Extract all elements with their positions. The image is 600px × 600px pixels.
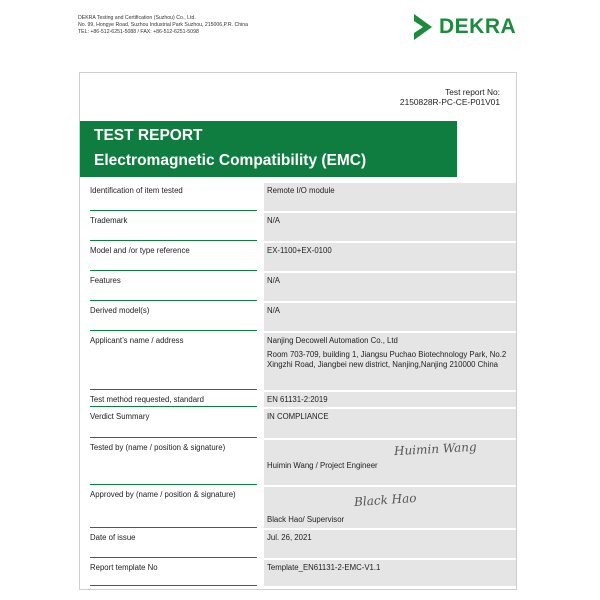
row-label: Model and /or type reference	[90, 243, 257, 271]
tested-by-name: Huimin Wang / Project Engineer	[267, 461, 378, 470]
report-subtitle: Electromagnetic Compatibility (EMC)	[94, 152, 367, 169]
tested-by-signature: Huimin Wang	[393, 439, 477, 459]
row-value: IN COMPLIANCE	[264, 409, 516, 438]
row-value: EX-1100+EX-0100	[264, 243, 516, 271]
report-title: TEST REPORT	[94, 127, 203, 144]
applicant-address: Room 703-709, building 1, Jiangsu Puchao Biotechnology Park, No.2 Xingzhi Road, Jiangbei new district, Nanjing,Nanjing 210000 China	[267, 350, 507, 369]
company-address-block	[78, 15, 248, 36]
report-number: 2150828R-PC-CE-P01V01	[399, 97, 500, 107]
row-label: Tested by (name / position & signature)	[90, 440, 257, 485]
dekra-logo-mark-icon	[412, 14, 434, 40]
dekra-logo	[412, 14, 516, 40]
row-label: Features	[90, 273, 257, 301]
approved-by-signature: Black Hao	[353, 490, 417, 510]
report-number-block	[400, 87, 500, 107]
row-label: Trademark	[90, 213, 257, 241]
row-value	[264, 333, 516, 390]
company-address: No. 99, Hongye Road, Suzhou Industrial Park Suzhou, 215006,P.R. China	[78, 22, 249, 28]
row-value: Jul. 26, 2021	[264, 530, 516, 558]
row-value: N/A	[264, 303, 516, 331]
row-value: Remote I/O module	[264, 183, 516, 211]
row-label: Derived model(s)	[90, 303, 257, 331]
row-label: Applicant’s name / address	[90, 333, 257, 390]
logo-text: DEKRA	[439, 15, 517, 38]
applicant-name: Nanjing Decowell Automation Co., Ltd	[267, 336, 398, 345]
row-label: Date of issue	[90, 530, 257, 558]
row-value	[264, 487, 516, 528]
report-title-banner	[80, 121, 457, 177]
row-value: Template_EN61131-2-EMC-V1.1	[264, 560, 516, 586]
report-cover	[79, 72, 517, 590]
report-number-label: Test report No:	[445, 87, 500, 97]
row-value: N/A	[264, 273, 516, 301]
company-name: DEKRA Testing and Certification (Suzhou) Co., Ltd.	[78, 15, 196, 21]
approved-by-name: Black Hao/ Supervisor	[267, 515, 345, 524]
row-label: Identification of item tested	[90, 183, 257, 211]
row-value: N/A	[264, 213, 516, 241]
row-label: Approved by (name / position & signature)	[90, 487, 257, 528]
row-value	[264, 440, 516, 485]
row-value: EN 61131-2:2019	[264, 392, 516, 407]
row-label: Test method requested, standard	[90, 392, 257, 407]
row-label: Report template No	[90, 560, 257, 586]
row-label: Verdict Summary	[90, 409, 257, 438]
company-phone-fax: TEL: +86-512-6251-5088 / FAX: +86-512-6251-5098	[78, 29, 199, 35]
